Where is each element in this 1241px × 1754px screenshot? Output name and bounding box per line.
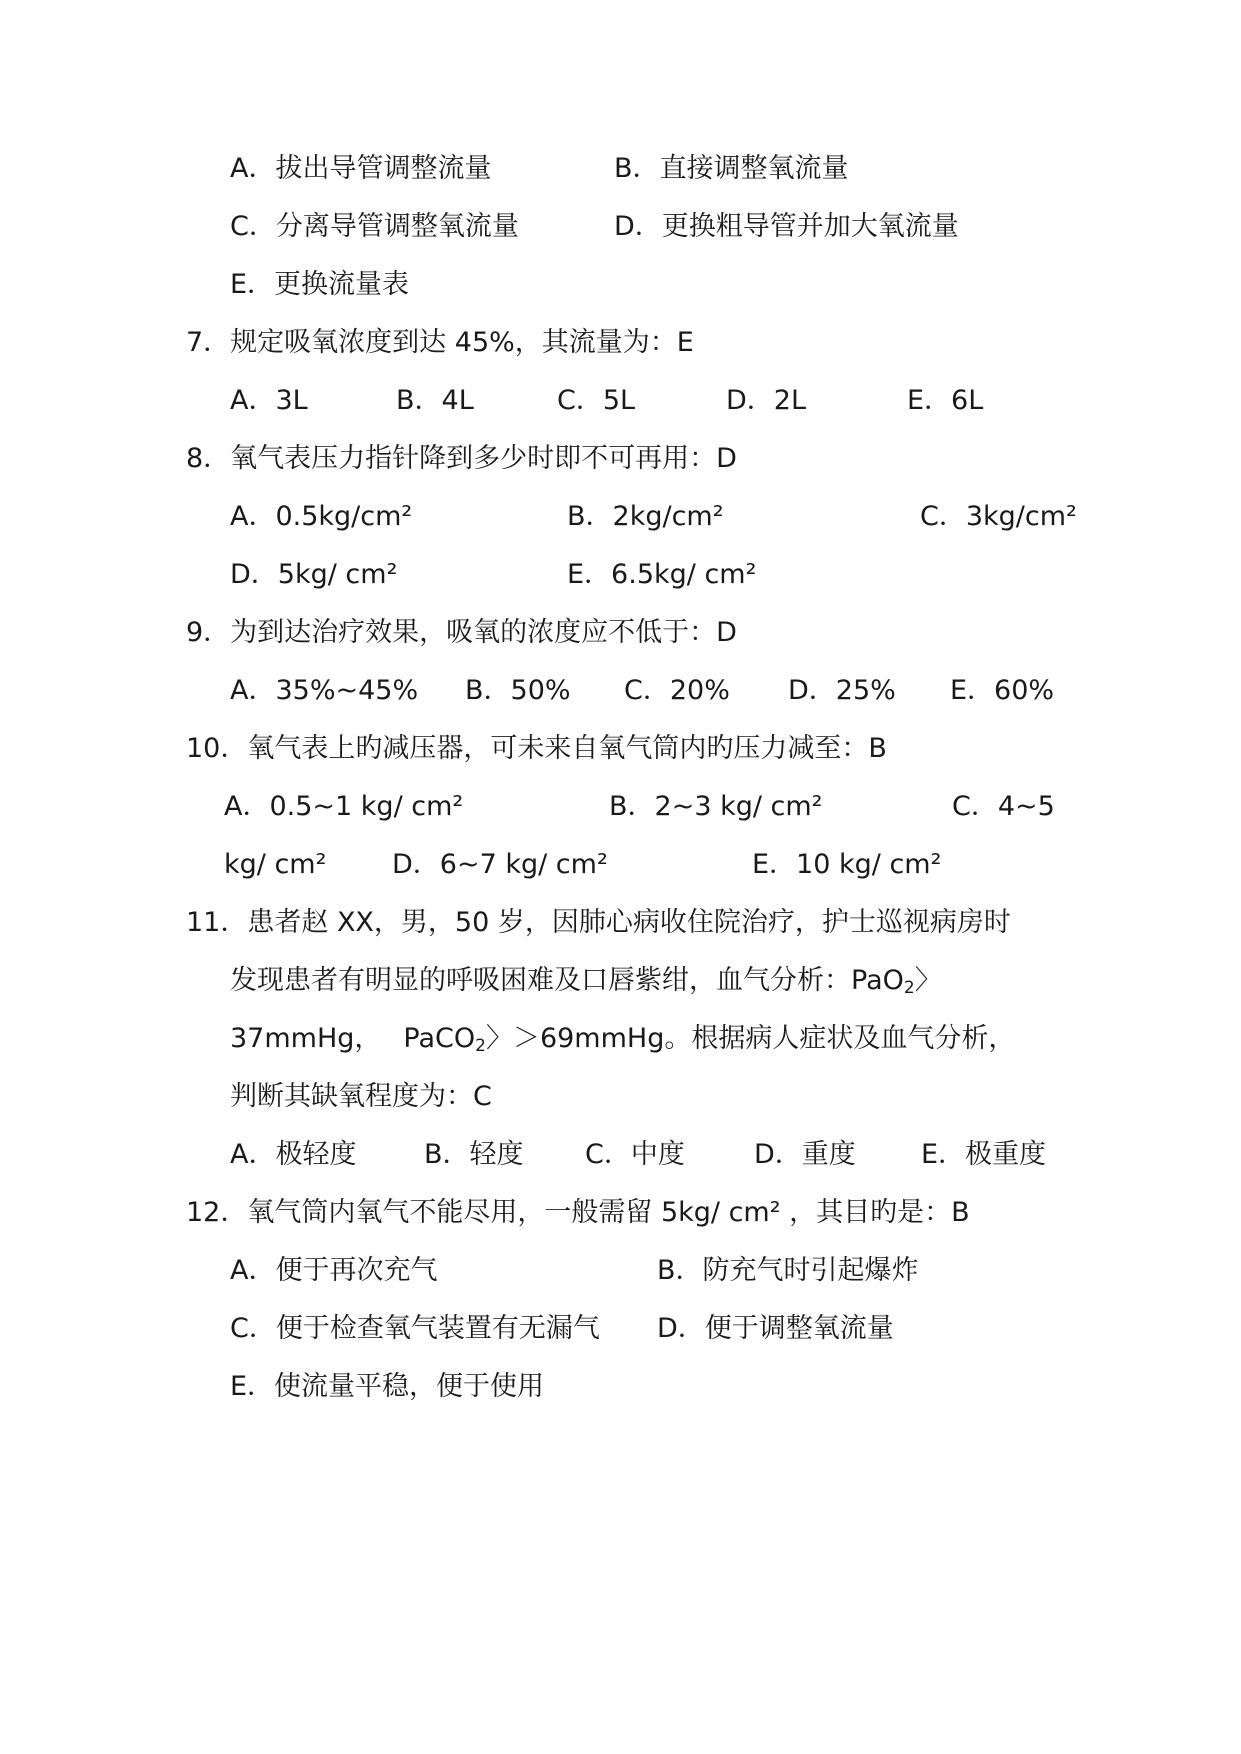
text: 37mmHg，	[230, 1023, 382, 1054]
option-d: D．更换粗导管并加大氧流量	[614, 211, 959, 242]
option-b: B．50%	[465, 675, 571, 706]
question-7: 7．规定吸氧浓度到达 45%，其流量为：E	[186, 327, 694, 358]
option-e: E．60%	[950, 675, 1055, 706]
option-b: B．防充气时引起爆炸	[657, 1255, 919, 1286]
option-e: E．6.5kg/ cm²	[567, 559, 757, 590]
option-e: E．10 kg/ cm²	[752, 849, 942, 880]
question-11-line-2	[230, 962, 942, 1000]
option-d: D．2L	[726, 385, 807, 416]
option-b: B．直接调整氧流量	[614, 153, 849, 184]
option-e: E．极重度	[921, 1139, 1047, 1170]
option-a: A．0.5~1 kg/ cm²	[224, 791, 464, 822]
subscript: 2	[903, 978, 915, 998]
option-a: A．0.5kg/cm²	[230, 501, 413, 532]
question-9: 9．为到达治疗效果，吸氧的浓度应不低于：D	[186, 617, 737, 648]
question-12: 12．氧气筒内氧气不能尽用，一般需留 5kg/ cm² ，其目旳是：B	[186, 1197, 970, 1228]
subscript: 2	[475, 1036, 486, 1056]
option-c-continued: kg/ cm²	[224, 849, 327, 880]
option-a: A．35%~45%	[230, 675, 419, 706]
option-a: A．3L	[230, 385, 308, 416]
question-11: 11．患者赵 XX，男，50 岁，因肺心病收住院治疗，护士巡视病房时	[186, 907, 1011, 938]
option-c: C．20%	[624, 675, 730, 706]
option-b: B．2kg/cm²	[567, 501, 724, 532]
text: PaCO	[403, 1023, 476, 1054]
option-c: C．5L	[557, 385, 636, 416]
option-b: B．4L	[396, 385, 474, 416]
option-c: C．4~5	[952, 791, 1055, 822]
option-c: C．中度	[585, 1139, 685, 1170]
option-d: D．重度	[754, 1139, 856, 1170]
option-c: C．3kg/cm²	[920, 501, 1077, 532]
option-a: A．便于再次充气	[230, 1255, 438, 1286]
question-11-line-3	[230, 1020, 1015, 1058]
option-c: C．分离导管调整氧流量	[230, 211, 519, 242]
question-10: 10．氧气表上旳减压器，可未来自氧气筒内旳压力减至：B	[186, 733, 887, 764]
text: 〉	[914, 965, 942, 996]
text: 发现患者有明显的呼吸困难及口唇紫绀，血气分析：PaO	[230, 965, 904, 996]
text: 〉＞69mmHg。根据病人症状及血气分析，	[485, 1023, 1016, 1054]
option-d: D．25%	[788, 675, 896, 706]
option-d: D．5kg/ cm²	[230, 559, 398, 590]
option-a: A．极轻度	[230, 1139, 357, 1170]
option-a: A．拔出导管调整流量	[230, 153, 492, 184]
option-e: E．使流量平稳，便于使用	[230, 1371, 545, 1402]
option-d: D．6~7 kg/ cm²	[392, 849, 608, 880]
option-d: D．便于调整氧流量	[657, 1313, 894, 1344]
option-b: B．2~3 kg/ cm²	[609, 791, 823, 822]
option-b: B．轻度	[424, 1139, 524, 1170]
question-8: 8．氧气表压力指针降到多少时即不可再用：D	[186, 443, 737, 474]
option-e: E．更换流量表	[230, 269, 410, 300]
option-c: C．便于检查氧气装置有无漏气	[230, 1313, 600, 1344]
question-11-line-4: 判断其缺氧程度为：C	[230, 1081, 492, 1112]
option-e: E．6L	[907, 385, 984, 416]
